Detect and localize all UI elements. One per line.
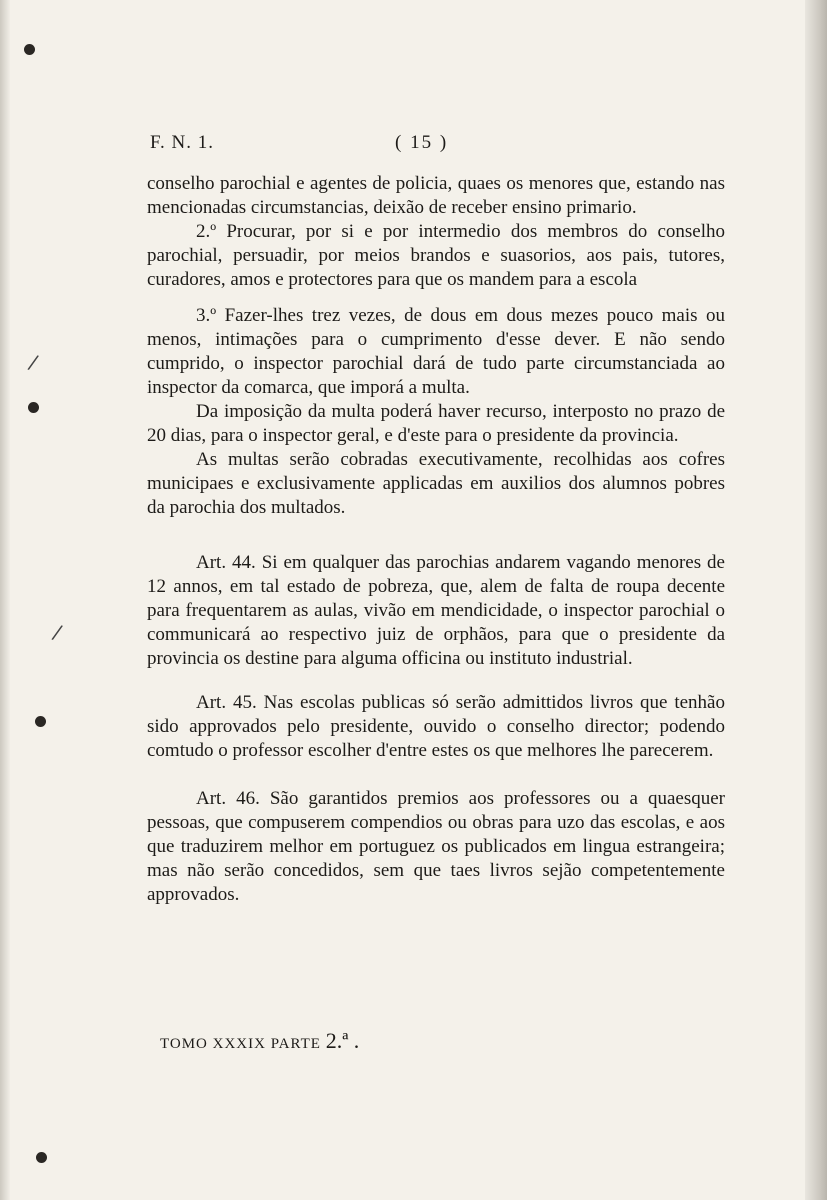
part-number: 2.ª . bbox=[325, 1028, 360, 1053]
paragraph: Da imposição da multa poderá haver recurso, interposto no prazo de 20 dias, para o inspector geral, e d'este para o presidente da provincia. bbox=[147, 401, 725, 446]
binding-hole-icon bbox=[28, 402, 39, 413]
paragraph: 2.º Procurar, por si e por intermedio dos membros do conselho parochial, persuadir, por meios brandos e suasorios, aos pais, tutores, curadores, amos e protectores para que os mandem para a escola bbox=[147, 221, 725, 290]
page-number: ( 15 ) bbox=[395, 132, 449, 153]
signature-mark: F. N. 1. bbox=[150, 132, 215, 153]
paragraph: conselho parochial e agentes de policia, quaes os menores que, estando nas mencionadas circumstancias, deixão de receber ensino primario. bbox=[147, 173, 725, 218]
page-edge-right bbox=[805, 0, 827, 1200]
pencil-mark-icon: / bbox=[26, 349, 41, 375]
binding-hole-icon bbox=[35, 716, 46, 727]
page-footer bbox=[160, 1028, 359, 1054]
volume-label: TOMO XXXIX PARTE bbox=[160, 1036, 321, 1052]
pencil-mark-icon: / bbox=[50, 619, 65, 645]
page-edge-left bbox=[0, 0, 10, 1200]
paragraph: As multas serão cobradas executivamente, recolhidas aos cofres municipaes e exclusivamente applicadas em auxilios dos alumnos pobres da parochia dos multados. bbox=[147, 449, 725, 518]
binding-hole-icon bbox=[24, 44, 35, 55]
body-text bbox=[147, 172, 725, 907]
article-46: Art. 46. São garantidos premios aos professores ou a quaesquer pessoas, que compuserem compendios ou obras para uzo das escolas, e aos que traduzirem melhor em portuguez os publicados em lingua estrangeira; mas não serão concedidos, sem que taes livros sejão competentemente approvados. bbox=[147, 788, 725, 905]
paragraph: 3.º Fazer-lhes trez vezes, de dous em dous mezes pouco mais ou menos, intimações para o cumprimento d'esse dever. E não sendo cumprido, o inspector parochial dará de tudo parte circumstanciada ao inspector da comarca, que imporá a multa. bbox=[147, 305, 725, 398]
page-header bbox=[150, 132, 725, 158]
article-45: Art. 45. Nas escolas publicas só serão admittidos livros que tenhão sido approvados pelo presidente, ouvido o conselho director; podendo comtudo o professor escolher d'entre estes os que melhores lhe parecerem. bbox=[147, 692, 725, 761]
binding-hole-icon bbox=[36, 1152, 47, 1163]
article-44: Art. 44. Si em qualquer das parochias andarem vagando menores de 12 annos, em tal estado de pobreza, que, alem de falta de roupa decente para frequentarem as aulas, vivão em mendicidade, o inspector parochial o communicará ao respectivo juiz de orphãos, para que o presidente da provincia os destine para alguma officina ou instituto industrial. bbox=[147, 552, 725, 669]
